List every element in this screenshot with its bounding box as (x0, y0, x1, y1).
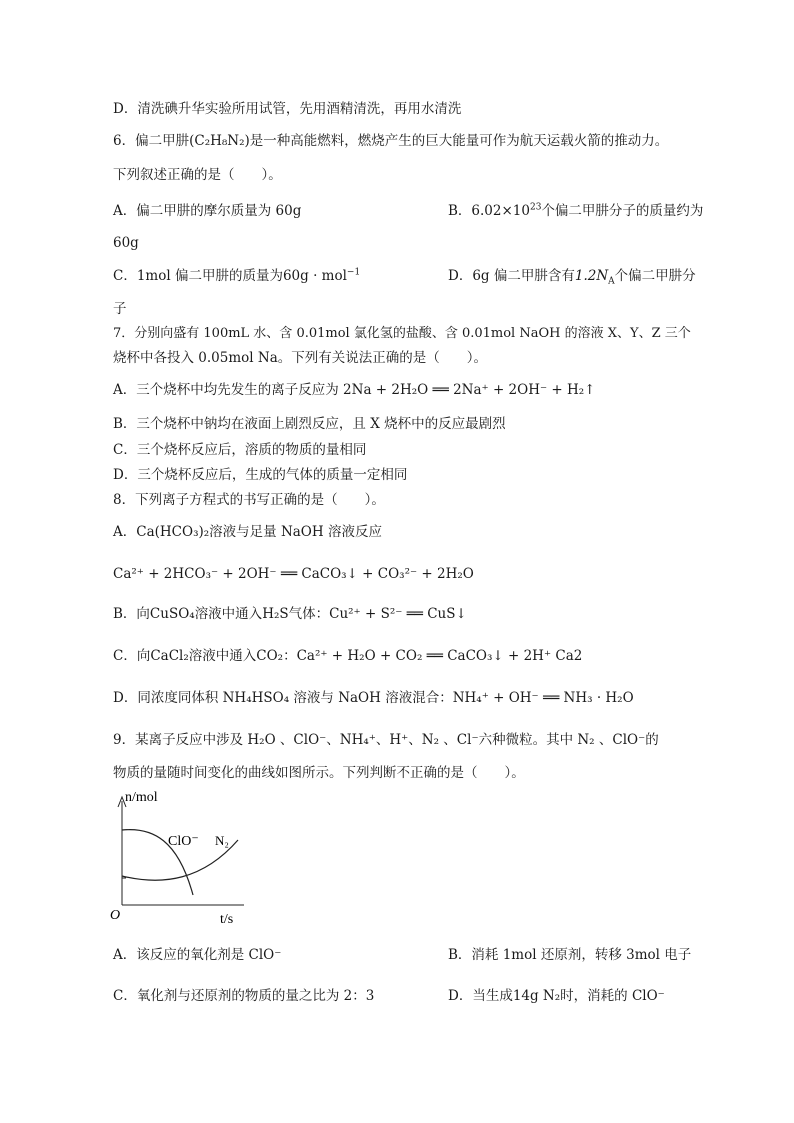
q6-stem-line2: 下列叙述正确的是（ ）。 (113, 167, 282, 183)
q8-option-c-equation: Ca²⁺ + H₂O + CO₂ ══ CaCO₃↓ + 2H⁺ Ca2 (296, 648, 583, 664)
q6-option-a: A．偏二甲肼的摩尔质量为 60g (113, 203, 302, 219)
q9-option-b: B．消耗 1mol 还原剂，转移 3mol 电子 (448, 947, 692, 963)
q7-option-b: B．三个烧杯中钠均在液面上剧烈反应，且 X 烧杯中的反应最剧烈 (113, 416, 506, 432)
q8-stem: 8．下列离子方程式的书写正确的是（ ）。 (113, 492, 385, 508)
q6-formula: C₂H₈N₂ (194, 133, 245, 149)
q6-option-b-wrap: 60g (113, 235, 139, 251)
q7-option-a-equation: 2Na + 2H₂O ══ 2Na⁺ + 2OH⁻ + H₂↑ (343, 382, 596, 398)
q6-option-c-a: C．1mol 偏二甲肼的质量为 (113, 268, 283, 284)
q9-stem-line2: 物质的量随时间变化的曲线如图所示。下列判断不正确的是（ ）。 (113, 765, 525, 781)
q8-option-c-b: CaCl₂ (150, 648, 189, 664)
q8-option-c-a: C．向 (113, 648, 151, 664)
q8-option-b-a: B．向 (113, 606, 150, 622)
q8-option-a (113, 522, 382, 542)
q6-option-c (113, 266, 360, 286)
origin-label: O (110, 908, 121, 923)
q7-stem-line2: 烧杯中各投入 0.05mol Na。下列有关说法正确的是（ ）。 (113, 350, 487, 366)
y-axis-label: n/mol (125, 790, 158, 805)
q6-option-c-exp: −1 (346, 267, 361, 278)
q8-option-d (113, 688, 634, 708)
q6-option-d-b: 1.2N (574, 268, 609, 284)
q9-option-c: C．氧化剂与还原剂的物质的量之比为 2：3 (113, 988, 375, 1004)
q8-option-a-text: 溶液与足量 NaOH 溶液反应 (209, 524, 382, 540)
q8-option-b-e: 气体： (288, 606, 330, 622)
q6-option-b (448, 201, 703, 221)
q9-figure (108, 785, 258, 930)
q7-option-a (113, 380, 596, 400)
q9-option-d: D．当生成14g N₂时，消耗的 ClO⁻ (448, 988, 665, 1004)
q6-stem-b: )是一种高能燃料，燃烧产生的巨大能量可作为航天运载火箭的推动力。 (244, 133, 669, 149)
q9-chart-layer (110, 790, 244, 927)
q6-option-d-sub: A (608, 276, 615, 287)
q8-option-b-c: 溶液中通入 (194, 606, 263, 622)
q6-option-b-a: B．6.02×10 (448, 203, 530, 219)
q8-option-d-text: D．同浓度同体积 NH₄HSO₄ 溶液与 NaOH 溶液混合： (113, 690, 453, 706)
q6-stem (113, 131, 668, 151)
q8-option-d-equation: NH₄⁺ + OH⁻ ══ NH₃ · H₂O (452, 690, 634, 706)
q7-option-d: D．三个烧杯反应后，生成的气体的质量一定相同 (113, 467, 408, 483)
q8-option-c-e: ： (283, 648, 297, 664)
q9-option-a: A．该反应的氧化剂是 ClO⁻ (113, 947, 282, 963)
q7-option-c: C．三个烧杯反应后，溶质的物质的量相同 (113, 442, 367, 458)
q8-option-c-c: 溶液中通入 (188, 648, 257, 664)
series-n2-label: N₂ (215, 833, 229, 848)
q6-option-d-a: D．6g 偏二甲肼含有 (448, 268, 575, 284)
q8-option-b (113, 604, 467, 624)
x-axis-label: t/s (220, 912, 234, 927)
q8-option-c-d: CO₂ (256, 648, 284, 664)
q8-option-b-equation: Cu²⁺ + S²⁻ ══ CuS↓ (329, 606, 467, 622)
q6-stem-a: 6．偏二甲肼( (113, 133, 195, 149)
q8-option-c (113, 646, 582, 666)
q6-option-c-b: 60g · mol (282, 268, 347, 284)
q7-stem-line1: 7．分别向盛有 100mL 水、含 0.01mol 氯化氢的盐酸、含 0.01mol NaOH 的溶液 X、Y、Z 三个 (113, 326, 691, 341)
q8-option-a-formula: A．Ca(HCO₃)₂ (113, 524, 210, 540)
q6-option-d (448, 266, 696, 286)
q6-option-b-exp: 23 (529, 202, 542, 213)
q6-option-b-b: 个偏二甲肼分子的质量约为 (541, 203, 704, 219)
series-clo-label: ClO⁻ (168, 834, 199, 849)
q6-option-d-c: 个偏二甲肼分 (614, 268, 696, 284)
q8-option-b-b: CuSO₄ (149, 606, 195, 622)
q9-stem-line1: 9．某离子反应中涉及 H₂O 、ClO⁻、NH₄⁺、H⁺、N₂ 、Cl⁻六种微粒。其中 N₂ 、ClO⁻的 (113, 732, 659, 748)
q7-option-a-text: A．三个烧杯中均先发生的离子反应为 (113, 382, 339, 398)
q6-option-d-wrap: 子 (113, 301, 127, 317)
q8-option-a-equation: Ca²⁺ + 2HCO₃⁻ + 2OH⁻ ══ CaCO₃↓ + CO₃²⁻ + 2H₂O (113, 566, 474, 582)
q5-option-d: D．清洗碘升华实验所用试管，先用酒精清洗，再用水清洗 (113, 101, 462, 117)
q8-option-b-d: H₂S (262, 606, 289, 622)
